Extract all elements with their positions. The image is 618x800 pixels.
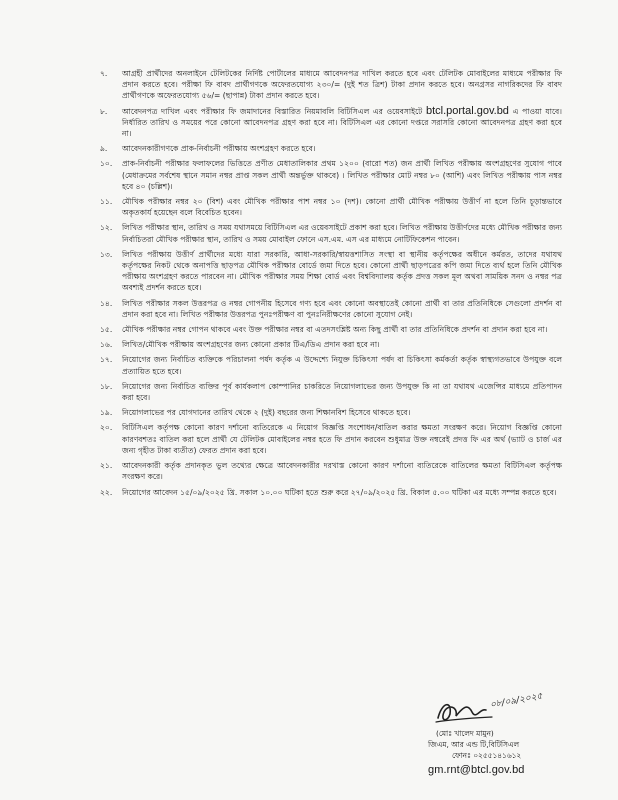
list-item — [100, 106, 562, 140]
item-number: ১০. — [100, 159, 113, 169]
list-item — [100, 222, 562, 244]
list-item — [100, 487, 562, 498]
item-number: ১২. — [100, 223, 113, 233]
item-text: নিয়োগের জন্য নির্বাচিত ব্যক্তিকে পরিচালনা পর্ষদ কর্তৃক এ উদ্দেশ্যে নিযুক্ত চিকিৎসা পর্ষদ বা চিকিৎসা কর্মকর্তা কর্তৃক স্বাস্থ্যগতভাবে উপযুক্ত বলে প্রত্যায়িত হতে হবে। — [122, 355, 563, 376]
item-text: লিখিত পরীক্ষার স্থান, তারিখ ও সময় যথাসময়ে বিটিসিএল এর ওয়েবসাইটে প্রকাশ করা হবে। লিখিত পরীক্ষায় উত্তীর্ণদের মধ্যে মৌখিক পরীক্ষার জন্য নির্বাচিতরা মৌখিক পরীক্ষার স্থান, তারিখ ও সময় মোবাইল ফোনে এস.এম. এস এর মাধ্যমে নোটিফিকেশন পাবেন। — [122, 223, 562, 244]
portal-url: btcl.portal.gov.bd — [425, 104, 509, 117]
item-text: লিখিত পরীক্ষার সকল উত্তরপত্র ও নম্বর গোপনীয় হিসেবে গণ্য হবে এবং কোনো অবস্থাতেই কোনো প্রার্থী বা তার প্রতিনিধিকে সেগুলো প্রদর্শন বা প্রদান করা হবে না। লিখিত পরীক্ষার উত্তরপত্র পুনঃপরীক্ষণ বা পুনঃনিরীক্ষণের কোনো সুযোগ নেই। — [122, 298, 562, 319]
list-item — [100, 460, 562, 482]
list-item — [100, 407, 562, 418]
item-number: ১৬. — [100, 340, 113, 350]
item-number: ৯. — [100, 144, 108, 154]
list-item — [100, 158, 562, 192]
item-text: নিয়োগের জন্য নির্বাচিত ব্যক্তির পূর্ব কার্যকলাপ কোম্পানির চাকরিতে নিয়োগলাভের জন্য উপযুক্ত কি না তা যথাযথ এজেন্সির মাধ্যমে প্রতিপাদন করা হবে। — [122, 381, 562, 403]
signature-date-handwriting: ০৮/০৯/২০২৫ — [489, 691, 544, 711]
list-item — [100, 381, 562, 403]
item-text: মৌখিক পরীক্ষার নম্বর গোপন থাকবে এবং উক্ত পরীক্ষার নম্বর বা এতদসংশ্লিষ্ট অন্য কিছু প্রার্থী বা তার প্রতিনিধিকে প্রদর্শন বা প্রদান করা হবে না। — [122, 325, 548, 335]
list-item — [100, 298, 562, 320]
list-item — [100, 339, 562, 350]
item-text: আবেদনপত্র দাখিল এবং পরীক্ষার ফি জমাদানের বিস্তারিত নিয়মাবলি বিটিসিএল এর ওয়েবসাইটে — [122, 106, 426, 116]
item-text: আগ্রহী প্রার্থীদের অনলাইনে টেলিটকের নির্দিষ্ট পোর্টালের মাধ্যমে আবেদনপত্র দাখিল করতে হবে এবং টেলিটক মোবাইলের মাধ্যমে পরীক্ষার ফি প্রদান করতে হবে। পরীক্ষা ফি বাবদ প্রার্থীগণকে অফেরতযোগ্য ২৩০/= (দুই শত ত্রিশ) টাকা প্রদান করতে হবে। অনগ্রসর নাগরিকদের ফি বাবদ প্রার্থীগণকে অফেরতযোগ্য ৫৬/= (ছাপান্ন) টাকা প্রদান করতে হবে। — [122, 69, 562, 101]
list-item — [100, 196, 562, 218]
list-item — [100, 354, 562, 376]
list-item — [100, 249, 562, 294]
item-number: ১৩. — [100, 249, 113, 259]
item-number: ২১. — [100, 461, 113, 471]
list-item — [100, 422, 562, 456]
list-item — [100, 324, 562, 335]
item-text: লিখিত পরীক্ষায় উত্তীর্ণ প্রার্থীদের মধ্যে যারা সরকারি, আধা-সরকারি/স্বায়ত্তশাসিত সংস্থা বা স্থানীয় কর্তৃপক্ষের অধীনে কর্মরত, তাদের যথাযথ কর্তৃপক্ষের নিকট থেকে অনাপত্তি ছাড়পত্র মৌখিক পরীক্ষার বোর্ডে জমা দিতে হবে। কোনো প্রার্থী ছাড়পত্রের কপি জমা দিতে ব্যর্থ হলে তিনি মৌখিক পরীক্ষায় অংশগ্রহণ করতে পারবেন না। মৌখিক পরীক্ষার সময় শিক্ষা বোর্ড এবং বিশ্ববিদ্যালয় কর্তৃক প্রদত্ত সকল মূল অথবা সাময়িক সনদ ও নম্বর পত্র অবশ্যই প্রদর্শন করতে হবে। — [122, 249, 562, 293]
signatory-email: gm.rnt@btcl.gov.bd — [428, 764, 525, 776]
item-text: এ পাওয়া যাবে। নির্ধারিত তারিখ ও সময়ের পরে কোনো আবেদনপত্র গ্রহণ করা হবে না। বিটিসিএল এর কোনো দপ্তরে সরাসরি কোনো আবেদনপত্র গ্রহণ করা হবে না। — [122, 106, 562, 139]
item-text: আবেদনকারী কর্তৃক প্রদানকৃত ভুল তথ্যের ক্ষেত্রে আবেদনকারীর দরখাস্ত কোনো কারণ দর্শানো ব্যতিরেকে বাতিলের ক্ষমতা বিটিসিএল কর্তৃপক্ষ সংরক্ষণ করে। — [122, 461, 562, 482]
item-number: ২০. — [100, 423, 113, 433]
signature-block — [428, 692, 578, 776]
item-number: ১৪. — [100, 298, 113, 308]
item-text: প্রাক-নির্বাচনী পরীক্ষার ফলাফলের ভিত্তিতে প্রণীত মেধাতালিকার প্রথম ১২০০ (বারো শত) জন প্রার্থী লিখিত পরীক্ষায় অংশগ্রহণের সুযোগ পাবে (মেধাক্রমের সর্বশেষ স্থানে সমান নম্বর প্রাপ্ত সকল প্রার্থী অন্তর্ভুক্ত থাকবে) । লিখিত পরীক্ষার মোট নম্বর ৮০ (আশি) এবং লিখিত পরীক্ষায় পাস নম্বর হবে ৪০ (চল্লিশ)। — [122, 159, 562, 191]
signatory-name: (মোঃ খালেদ মামুন) — [436, 729, 494, 738]
item-text: বিটিসিএল কর্তৃপক্ষ কোনো কারণ দর্শানো ব্যতিরেকে এ নিয়োগ বিজ্ঞপ্তি সংশোধন/বাতিল করার ক্ষমতা সংরক্ষণ করে। নিয়োগ বিজ্ঞপ্তি কোনো কারণবশতঃ বাতিল করা হলে প্রার্থী যে টেলিটক মোবাইলের নম্বর হতে ফি প্রদান করবেন শুধুমাত্র উক্ত নম্বরেই প্রদত্ত ফি এর অর্থ (ভ্যাট ও চার্জ এর জন্য গৃহীত টাকা ব্যতীত) ফেরত প্রদান করা হবে। — [122, 423, 562, 455]
item-number: ১৫. — [100, 325, 113, 335]
item-text: লিখিত/মৌখিক পরীক্ষায় অংশগ্রহণের জন্য কোনো প্রকার টিএ/ডিএ প্রদান করা হবে না। — [122, 340, 380, 350]
item-number: ১৯. — [100, 408, 113, 418]
item-number: ১৭. — [100, 355, 113, 365]
item-number: ১১. — [100, 197, 113, 207]
item-text: আবেদনকারীগণকে প্রাক-নির্বাচনী পরীক্ষায় অংশগ্রহণ করতে হবে। — [122, 144, 316, 154]
item-number: ২২. — [100, 487, 113, 497]
signatory-phone: ফোনঃ ০২৫৫১৪১৬১২ — [452, 751, 522, 760]
list-item — [100, 68, 562, 102]
conditions-list — [100, 68, 562, 498]
signatory-designation: জিএম, আর এন্ড টি,বিটিসিএল — [428, 740, 520, 749]
item-number: ১৮. — [100, 381, 113, 391]
item-text: মৌখিক পরীক্ষার নম্বর ২০ (বিশ) এবং মৌখিক পরীক্ষার পাশ নম্বর ১০ (দশ)। কোনো প্রার্থী মৌখিক পরীক্ষায় উত্তীর্ণ না হলে তিনি চূড়ান্তভাবে অকৃতকার্য হয়েছেন বলে বিবেচিত হবেন। — [122, 197, 562, 218]
item-number: ৮. — [100, 106, 108, 116]
list-item — [100, 143, 562, 154]
item-number: ৭. — [100, 69, 108, 78]
item-text: নিয়োগলাভের পর যোগদানের তারিখ থেকে ২ (দুই) বছরের জন্য শিক্ষানবিশ হিসেবে থাকতে হবে। — [122, 408, 411, 418]
item-text: নিয়োগের আবেদন ১৫/০৯/২০২৫ খ্রি. সকাল ১০.০০ ঘটিকা হতে শুরু করে ২৭/০৯/২০২৫ খ্রি. বিকাল ৫.০০ ঘটিকা এর মধ্যে সম্পন্ন করতে হবে। — [122, 487, 557, 497]
